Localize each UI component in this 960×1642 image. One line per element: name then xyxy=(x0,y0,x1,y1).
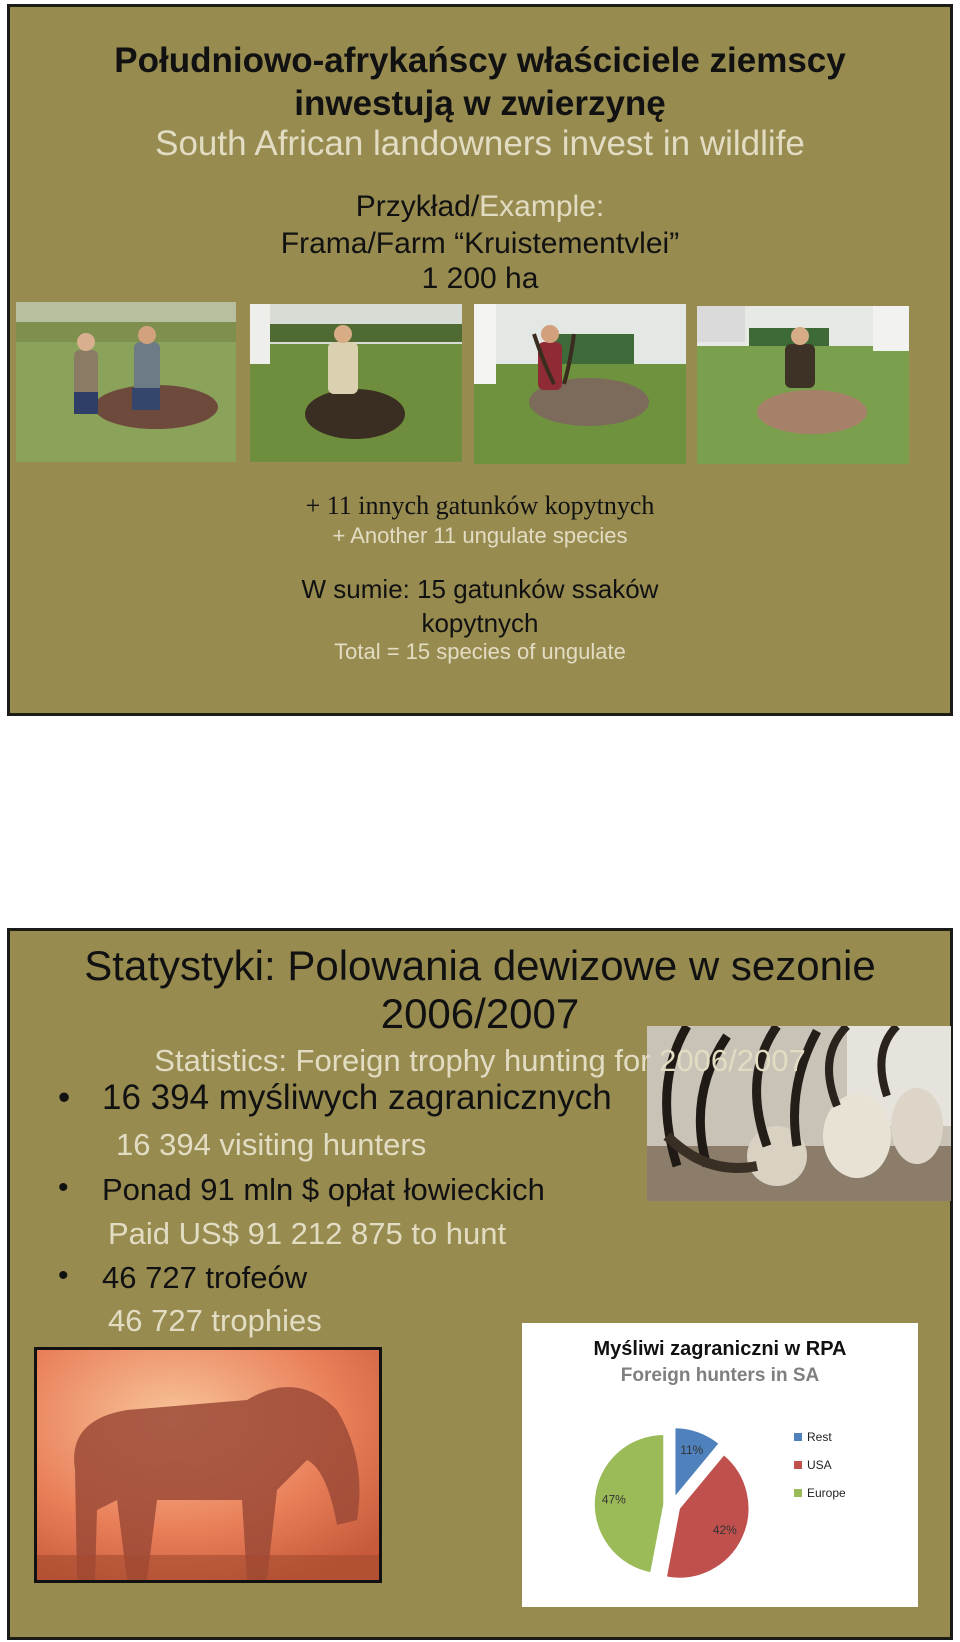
legend-label-rest: Rest xyxy=(807,1430,832,1444)
legend-swatch-europe xyxy=(794,1489,802,1497)
slide2-title-en: Statistics: Foreign trophy hunting for 2006/2007 xyxy=(154,1043,806,1078)
slide1-title-en: South African landowners invest in wildlife xyxy=(155,124,805,163)
pie-chart-panel xyxy=(522,1323,918,1607)
bullet-1-pl: 16 394 myśliwych zagranicznych xyxy=(102,1078,612,1117)
extra-species-pl: + 11 innych gatunków kopytnych xyxy=(305,491,655,520)
bullet-3-en: 46 727 trophies xyxy=(108,1303,322,1338)
chart-title: Myśliwi zagraniczni w RPA xyxy=(593,1338,847,1360)
slide2-title-line1: Statystyki: Polowania dewizowe w sezonie xyxy=(84,942,876,989)
legend-swatch-rest xyxy=(794,1433,802,1441)
hunt-photo-4 xyxy=(697,306,909,464)
bullet-2-pl: Ponad 91 mln $ opłat łowieckich xyxy=(102,1172,545,1207)
hunt-photo-3 xyxy=(474,304,686,464)
example-pl: Przykład/ xyxy=(355,190,480,223)
legend-label-usa: USA xyxy=(807,1458,832,1472)
slide-2 xyxy=(7,928,953,1640)
total-species-en: Total = 15 species of ungulate xyxy=(334,639,626,664)
pie-label-usa: 42% xyxy=(712,1522,737,1537)
farm-area: 1 200 ha xyxy=(421,262,539,295)
slide1-title-line2: inwestują w zwierzynę xyxy=(294,84,666,123)
slide2-title-line2: 2006/2007 xyxy=(380,990,580,1037)
bullet-3-pl: 46 727 trofeów xyxy=(102,1260,308,1295)
bullet-2-glyph: • xyxy=(58,1171,69,1204)
bullet-1-glyph: • xyxy=(58,1078,71,1117)
legend-swatch-usa xyxy=(794,1461,802,1469)
farm-name: Frama/Farm “Kruistementvlei” xyxy=(280,227,680,260)
example-line xyxy=(10,190,950,224)
total-species-line1: W sumie: 15 gatunków ssaków xyxy=(301,574,659,604)
bullet-3-glyph: • xyxy=(58,1259,69,1292)
example-en: Example: xyxy=(479,190,605,223)
wildebeest-sunset-photo xyxy=(34,1347,382,1583)
slide-1 xyxy=(7,4,953,716)
hunt-photo-2 xyxy=(250,304,462,462)
pie-label-europe: 47% xyxy=(601,1492,626,1507)
pie-label-rest: 11% xyxy=(680,1443,704,1458)
hunt-photo-1 xyxy=(16,302,236,462)
extra-species-en: + Another 11 ungulate species xyxy=(332,523,628,548)
bullet-2-en: Paid US$ 91 212 875 to hunt xyxy=(108,1216,507,1251)
total-species-line2: kopytnych xyxy=(421,608,539,638)
chart-subtitle: Foreign hunters in SA xyxy=(620,1365,820,1386)
legend-label-europe: Europe xyxy=(807,1486,846,1500)
slide1-title-line1: Południowo-afrykańscy właściciele ziemscy xyxy=(114,41,846,80)
bullet-1-en: 16 394 visiting hunters xyxy=(116,1127,427,1162)
pie-chart xyxy=(522,1323,918,1607)
